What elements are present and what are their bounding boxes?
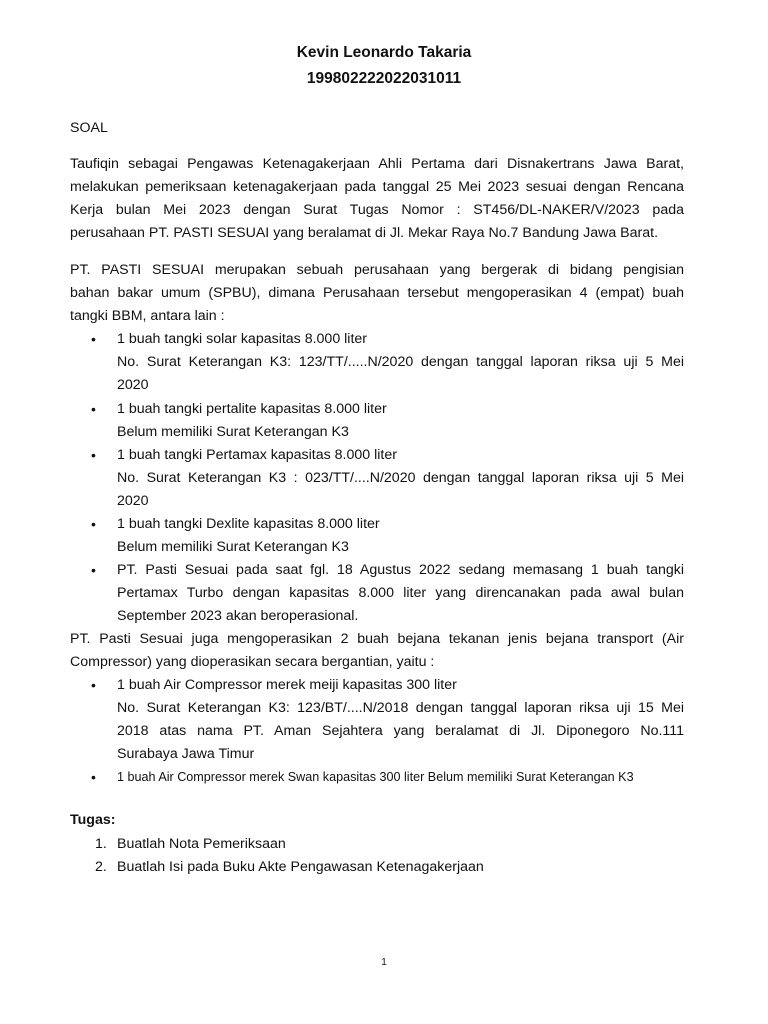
list-item-line: No. Surat Keterangan K3 : 023/TT/....N/2020 dengan tanggal laporan riksa uji 5 Mei (117, 470, 684, 486)
list-item-line: 1 buah tangki pertalite kapasitas 8.000 liter (117, 401, 387, 417)
list-bullet: • (91, 516, 96, 532)
list-bullet: • (91, 401, 96, 417)
list-item-line: 1 buah Air Compressor merek Swan kapasitas 300 liter Belum memiliki Surat Keterangan K3 (117, 770, 634, 784)
paragraph-2-line-1: PT. PASTI SESUAI merupakan sebuah perusahaan yang bergerak di bidang pengisian (70, 262, 684, 278)
list-bullet: • (91, 331, 96, 347)
list-item-line: Pertamax Turbo dengan kapasitas 8.000 liter yang direncanakan pada awal bulan (117, 585, 684, 601)
paragraph-1-line-2: melakukan pemeriksaan ketenagakerjaan pada tanggal 25 Mei 2023 sesuai dengan Rencana (70, 179, 684, 195)
list-bullet: • (91, 447, 96, 463)
paragraph-3-line-1: PT. Pasti Sesuai juga mengoperasikan 2 buah bejana tekanan jenis bejana transport (Air (70, 631, 684, 647)
section-label: SOAL (70, 120, 108, 136)
task-item-text: Buatlah Isi pada Buku Akte Pengawasan Ketenagakerjaan (117, 859, 484, 875)
list-item-line: 2020 (117, 377, 149, 393)
task-item-text: Buatlah Nota Pemeriksaan (117, 836, 286, 852)
list-item-line: 1 buah tangki solar kapasitas 8.000 liter (117, 331, 368, 347)
list-item-line: Belum memiliki Surat Keterangan K3 (117, 424, 349, 440)
list-item-line: 1 buah Air Compressor merek meiji kapasitas 300 liter (117, 677, 457, 693)
list-bullet: • (91, 562, 96, 578)
paragraph-2-line-2: bahan bakar umum (SPBU), dimana Perusahaan tersebut mengoperasikan 4 (empat) buah (70, 285, 684, 301)
author-name: Kevin Leonardo Takaria (296, 44, 472, 61)
list-item-line: 1 buah tangki Pertamax kapasitas 8.000 liter (117, 447, 397, 463)
paragraph-1-line-1: Taufiqin sebagai Pengawas Ketenagakerjaan Ahli Pertama dari Disnakertrans Jawa Barat, (70, 156, 684, 172)
list-item-line: Surabaya Jawa Timur (117, 746, 255, 762)
list-bullet: • (91, 769, 96, 785)
task-number: 2. (95, 859, 107, 875)
paragraph-1-line-3: Kerja bulan Mei 2023 dengan Surat Tugas Nomor : ST456/DL-NAKER/V/2023 pada (70, 202, 684, 218)
tasks-title: Tugas: (70, 812, 116, 828)
list-item-line: PT. Pasti Sesuai pada saat fgl. 18 Agustus 2022 sedang memasang 1 buah tangki (117, 562, 684, 578)
list-item-line: 1 buah tangki Dexlite kapasitas 8.000 liter (117, 516, 380, 532)
author-id-number: 199802222022031011 (306, 70, 462, 87)
list-item-line: Belum memiliki Surat Keterangan K3 (117, 539, 349, 555)
list-item-line: No. Surat Keterangan K3: 123/BT/....N/2018 dengan tanggal laporan riksa uji 15 Mei (117, 700, 684, 716)
list-bullet: • (91, 677, 96, 693)
list-item-line: 2018 atas nama PT. Aman Sejahtera yang beralamat di Jl. Diponegoro No.111 (117, 723, 684, 739)
paragraph-2-line-3: tangki BBM, antara lain : (70, 308, 225, 324)
list-item-line: No. Surat Keterangan K3: 123/TT/.....N/2020 dengan tanggal laporan riksa uji 5 Mei (117, 354, 684, 370)
list-item-line: 2020 (117, 493, 149, 509)
paragraph-3-line-2: Compressor) yang dioperasikan secara bergantian, yaitu : (70, 654, 435, 670)
page-number: 1 (381, 957, 387, 968)
task-number: 1. (95, 836, 107, 852)
paragraph-1-line-4: perusahaan PT. PASTI SESUAI yang beralamat di Jl. Mekar Raya No.7 Bandung Jawa Barat. (70, 225, 659, 241)
list-item-line: September 2023 akan beroperasional. (117, 608, 359, 624)
